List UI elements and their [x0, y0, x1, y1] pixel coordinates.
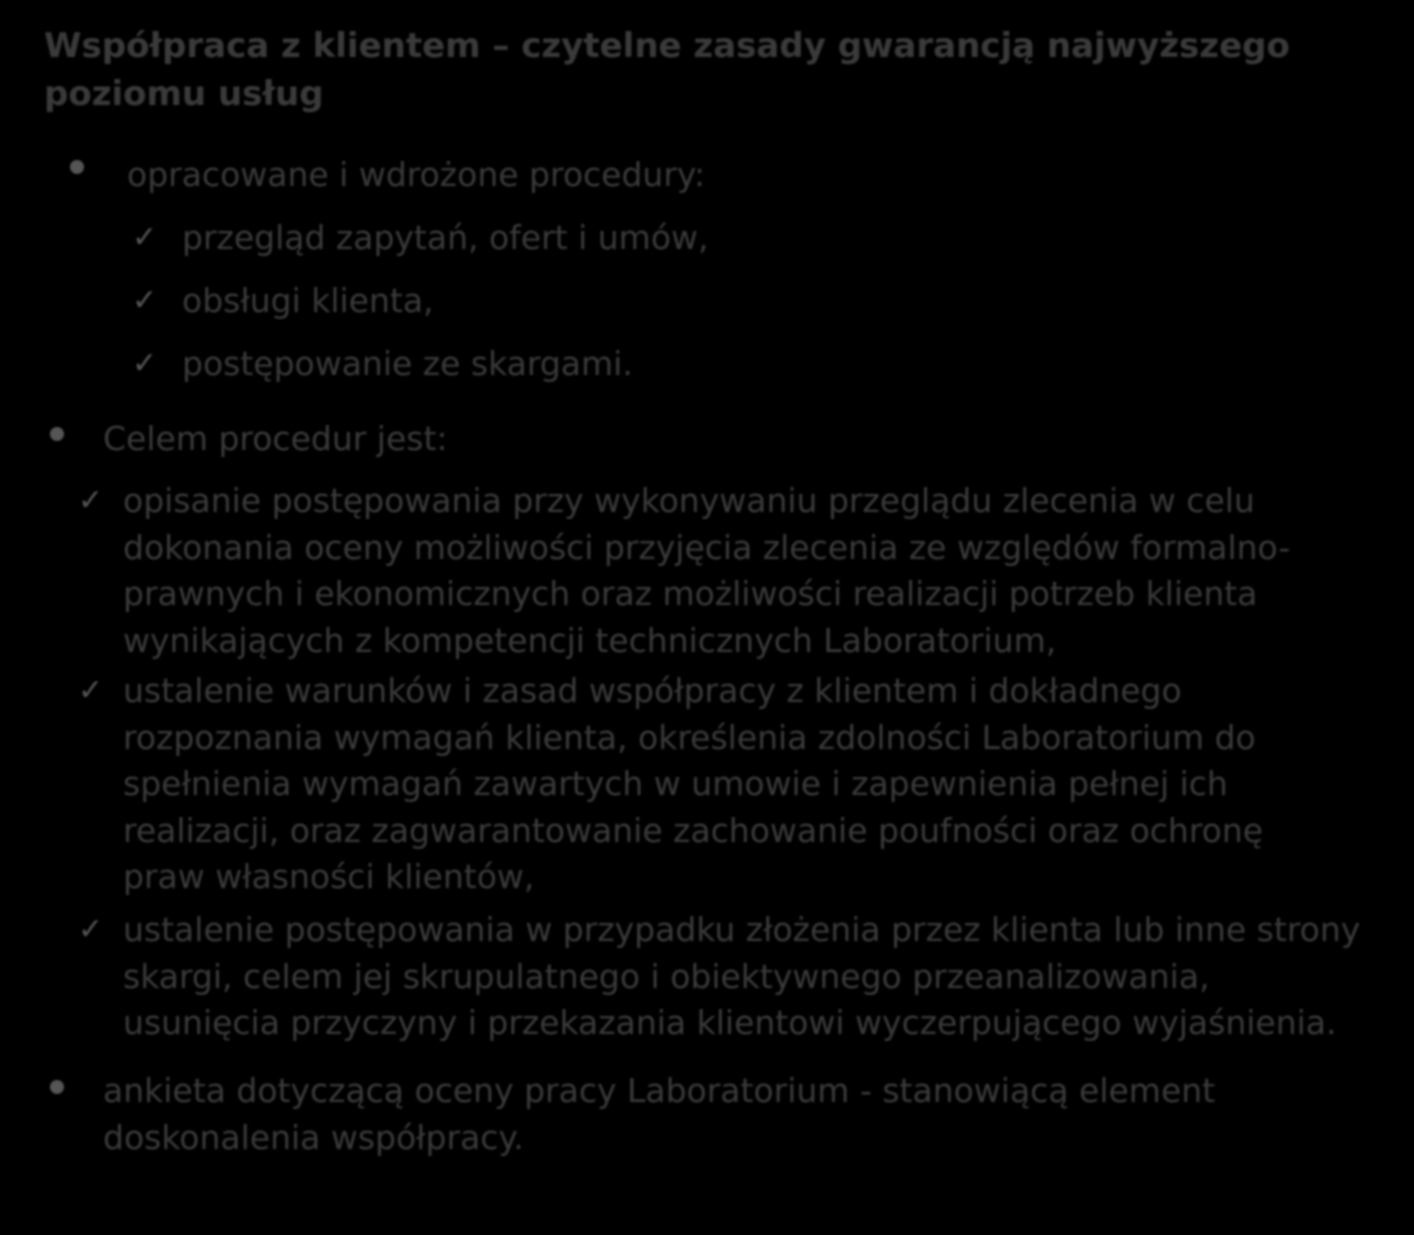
- section1-item: obsługi klienta,: [182, 281, 434, 320]
- checkmark-icon: ✓: [132, 346, 158, 381]
- checkmark-icon: ✓: [78, 673, 104, 708]
- bullet-dot-icon: [50, 427, 64, 441]
- bullet-dot-icon: [70, 160, 84, 174]
- section2-label: Celem procedur jest:: [103, 419, 448, 458]
- section2-item: ustalenie warunków i zasad współpracy z klientem i dokładnego rozpoznania wymagań klienta, określenia zdolności Laboratorium do spełnienia wymagań zawartych w umowie i zapewnienia pełnej ich realizacji, oraz zagwarantowanie zachowanie poufności oraz ochronę praw własności klientów,: [123, 671, 1264, 896]
- slide-title: Współpraca z klientem – czytelne zasady gwarancją najwyższego poziomu usług: [44, 26, 1290, 114]
- section1-item: postępowanie ze skargami.: [182, 344, 633, 383]
- checkmark-icon: ✓: [132, 283, 158, 318]
- bullet-dot-icon: [50, 1080, 64, 1094]
- checkmark-icon: ✓: [78, 483, 104, 518]
- checkmark-icon: ✓: [132, 220, 158, 255]
- checkmark-icon: ✓: [78, 912, 104, 947]
- section2-item: opisanie postępowania przy wykonywaniu przeglądu zlecenia w celu dokonania oceny możliwości przyjęcia zlecenia ze względów formalno-prawnych i ekonomicznych oraz możliwości realizacji potrzeb klienta wynikających z kompetencji technicznych Laboratorium,: [123, 481, 1291, 660]
- section1-label: opracowane i wdrożone procedury:: [127, 155, 706, 194]
- section1-item: przegląd zapytań, ofert i umów,: [182, 218, 709, 257]
- section3-label: ankieta dotyczącą oceny pracy Laboratorium - stanowiącą element doskonalenia współpracy.: [103, 1071, 1216, 1157]
- section2-item: ustalenie postępowania w przypadku złożenia przez klienta lub inne strony skargi, celem jej skrupulatnego i obiektywnego przeanalizowania, usunięcia przyczyny i przekazania klientowi wyczerpującego wyjaśnienia.: [123, 910, 1361, 1042]
